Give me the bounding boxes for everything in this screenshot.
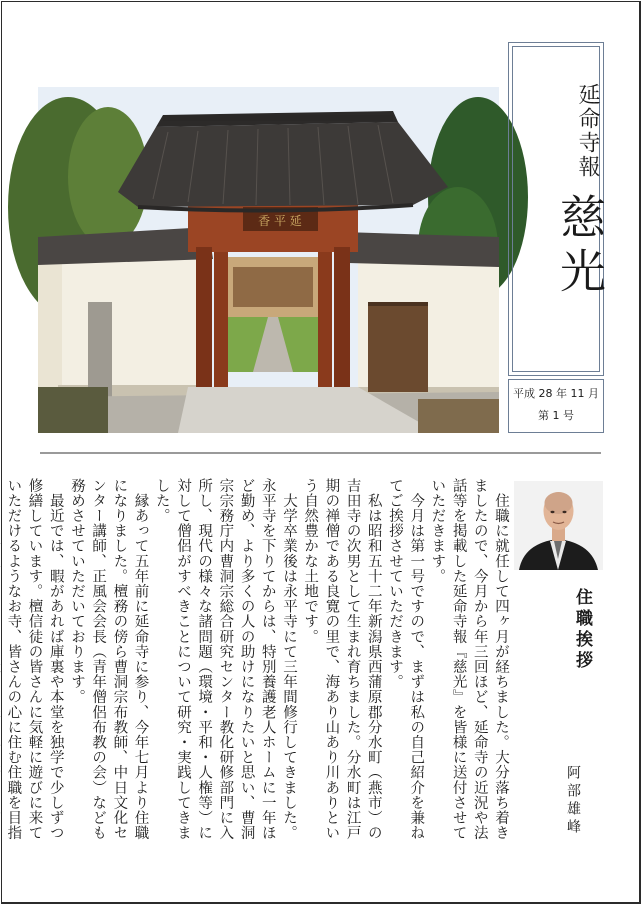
newsletter-title: 慈光 [553,193,607,301]
temple-gate-photo [38,87,499,433]
issue-date-box [508,379,604,433]
article-author: 阿部雄峰 [565,765,581,837]
article-body [5,478,511,848]
article-paragraph: 私は昭和五十二年新潟県西蒲原郡分水町（燕市）の吉田寺の次男として生まれ育ちました。分水町は江戸期の禅僧である良寛の里で、海あり山あり川ありという自然豊かな土地です。 [302,478,382,841]
article-paragraph: 最近では、暇があれば庫裏や本堂を独学で少しずつ修繕しています。檀信徒の皆さんに気軽に遊びに来ていただけるようなお寺、皆さんの心に住む住職を目指 [5,478,64,841]
newsletter-title-box [508,42,607,376]
article-paragraph: 住職に就任して四ヶ月が経ちました。大分落ち着きましたので、今月から年三回ほど、延命寺の近況や法話等を掲載した延命寺報『慈光』を皆様に送付させていただきます。 [429,478,509,841]
issue-number: 第 1 号 [538,409,574,422]
article-paragraph: 縁あって五年前に延命寺に参り、今年七月より住職になりました。檀務の傍ら曹洞宗布教師、中日文化センター講師、正風会会長（青年僧侶布教の会）なども務めさせていただいております。 [68,478,149,841]
newsletter-subtitle: 延命寺報 [575,83,600,179]
priest-portrait [514,481,603,570]
issue-date: 平成 28 年 11 月 [513,387,599,400]
svg-text:香 平 延: 香 平 延 [258,214,302,228]
article-heading: 住職挨拶 [572,588,592,672]
article-paragraph: 大学卒業後は永平寺にて三年間修行してきました。永平寺を下りてからは、特別養護老人ホームに一年ほど勤め、より多くの人の助けになりたいと思い、曹洞宗宗務庁内曹洞宗総合研究センター教化研修部門に入所し、現代の様々な諸問題（環境・平和・人権等）に対して僧侶がすべきことについて研究・実践してきました。 [153,478,297,841]
article-paragraph: 今月は第一号ですので、まずは私の自己紹介を兼ねてご挨拶させていただきます。 [386,478,425,841]
section-divider [40,452,601,454]
